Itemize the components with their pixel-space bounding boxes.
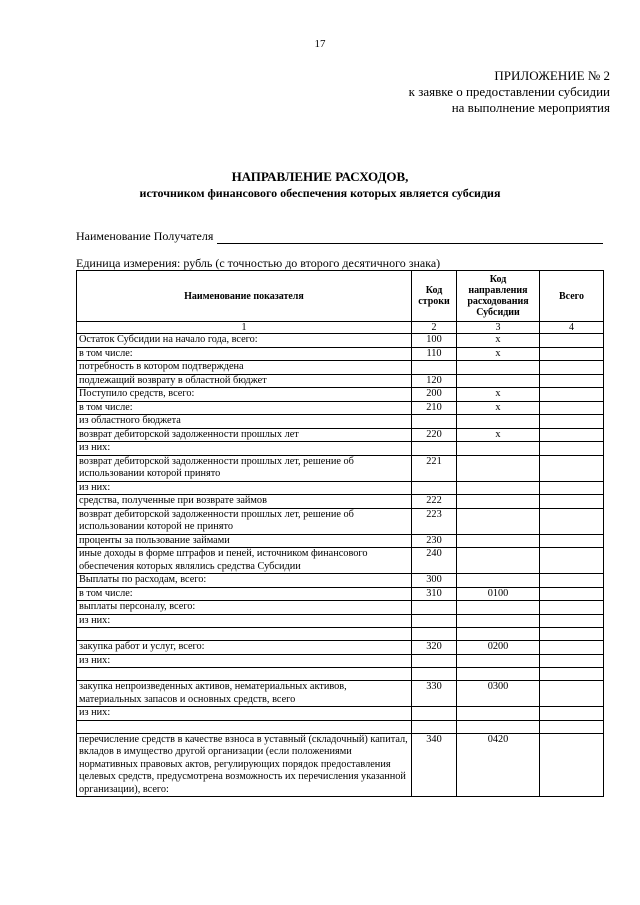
appendix-title: ПРИЛОЖЕНИЕ № 2 xyxy=(494,68,610,83)
row-name-cell: перечисление средств в качестве взноса в уставный (складочный) капитал, вкладов в имущество другой организации (если положениями нормативных правовых актов, регулирующих порядок предоставления целевых средств, предусмотрена возможность их перечисления указанной организации), всего: xyxy=(77,733,412,797)
table-row xyxy=(77,681,604,707)
row-direction-cell xyxy=(457,374,540,388)
row-name-cell: из них: xyxy=(77,707,412,721)
row-direction-cell xyxy=(457,628,540,641)
row-direction-cell: 0300 xyxy=(457,681,540,707)
header-code: Код строки xyxy=(412,271,457,322)
row-direction-cell: 0420 xyxy=(457,733,540,797)
table-row xyxy=(77,442,604,456)
appendix-subtitle-1: к заявке о предоставлении субсидии xyxy=(408,84,610,99)
row-code-cell: 223 xyxy=(412,508,457,534)
row-name-cell: в том числе: xyxy=(77,401,412,415)
row-code-cell xyxy=(412,601,457,615)
row-code-cell xyxy=(412,415,457,429)
recipient-label: Наименование Получателя xyxy=(76,229,214,243)
row-code-cell: 230 xyxy=(412,534,457,548)
document-title xyxy=(0,168,640,201)
table-row xyxy=(77,548,604,574)
row-name-cell: Остаток Субсидии на начало года, всего: xyxy=(77,334,412,348)
row-total-cell[interactable] xyxy=(540,374,604,388)
row-code-cell: 100 xyxy=(412,334,457,348)
table-body xyxy=(77,334,604,797)
row-direction-cell: 0200 xyxy=(457,641,540,655)
row-total-cell[interactable] xyxy=(540,442,604,456)
row-direction-cell xyxy=(457,707,540,721)
row-total-cell[interactable] xyxy=(540,587,604,601)
row-name-cell: проценты за пользование займами xyxy=(77,534,412,548)
row-direction-cell xyxy=(457,495,540,509)
row-name-cell: возврат дебиторской задолженности прошлых лет xyxy=(77,428,412,442)
row-code-cell xyxy=(412,614,457,628)
row-name-cell: из них: xyxy=(77,442,412,456)
row-direction-cell xyxy=(457,455,540,481)
table-row xyxy=(77,508,604,534)
unit-label: Единица измерения: рубль (с точностью до второго десятичного знака) xyxy=(76,256,441,270)
row-total-cell[interactable] xyxy=(540,574,604,588)
row-code-cell: 200 xyxy=(412,388,457,402)
row-code-cell: 220 xyxy=(412,428,457,442)
row-direction-cell: x xyxy=(457,347,540,361)
row-code-cell: 110 xyxy=(412,347,457,361)
row-total-cell[interactable] xyxy=(540,481,604,495)
table-row xyxy=(77,428,604,442)
row-direction-cell xyxy=(457,614,540,628)
row-total-cell[interactable] xyxy=(540,508,604,534)
table-row xyxy=(77,374,604,388)
row-name-cell: из них: xyxy=(77,654,412,668)
header-total: Всего xyxy=(540,271,604,322)
row-total-cell[interactable] xyxy=(540,720,604,733)
row-total-cell[interactable] xyxy=(540,733,604,797)
table-row xyxy=(77,733,604,797)
row-name-cell: возврат дебиторской задолженности прошлых лет, решение об использовании которой не принято xyxy=(77,508,412,534)
row-code-cell: 300 xyxy=(412,574,457,588)
row-code-cell: 210 xyxy=(412,401,457,415)
row-name-cell: закупка непроизведенных активов, нематериальных активов, материальных запасов и основных средств, всего xyxy=(77,681,412,707)
row-name-cell: в том числе: xyxy=(77,347,412,361)
row-code-cell: 240 xyxy=(412,548,457,574)
row-code-cell xyxy=(412,361,457,375)
row-name-cell: выплаты персоналу, всего: xyxy=(77,601,412,615)
row-direction-cell xyxy=(457,481,540,495)
table-row xyxy=(77,668,604,681)
table-row xyxy=(77,361,604,375)
row-total-cell[interactable] xyxy=(540,415,604,429)
row-code-cell xyxy=(412,707,457,721)
table-row xyxy=(77,415,604,429)
row-name-cell: Поступило средств, всего: xyxy=(77,388,412,402)
row-name-cell: потребность в котором подтверждена xyxy=(77,361,412,375)
row-name-cell: подлежащий возврату в областной бюджет xyxy=(77,374,412,388)
recipient-blank-line[interactable] xyxy=(217,231,603,244)
table-row xyxy=(77,574,604,588)
row-direction-cell xyxy=(457,720,540,733)
row-total-cell[interactable] xyxy=(540,628,604,641)
row-direction-cell xyxy=(457,508,540,534)
row-direction-cell xyxy=(457,654,540,668)
table-row xyxy=(77,641,604,655)
row-total-cell[interactable] xyxy=(540,641,604,655)
row-direction-cell: x xyxy=(457,334,540,348)
row-direction-cell xyxy=(457,361,540,375)
row-direction-cell xyxy=(457,601,540,615)
row-name-cell: Выплаты по расходам, всего: xyxy=(77,574,412,588)
recipient-field xyxy=(76,229,603,244)
table-row xyxy=(77,388,604,402)
row-total-cell[interactable] xyxy=(540,548,604,574)
table-row xyxy=(77,455,604,481)
table-row xyxy=(77,587,604,601)
table-row xyxy=(77,628,604,641)
column-number: 2 xyxy=(412,322,457,334)
row-direction-cell: x xyxy=(457,401,540,415)
row-code-cell: 340 xyxy=(412,733,457,797)
column-numbers-row xyxy=(77,322,604,334)
row-name-cell: из областного бюджета xyxy=(77,415,412,429)
row-total-cell[interactable] xyxy=(540,707,604,721)
row-name-cell xyxy=(77,720,412,733)
row-code-cell: 310 xyxy=(412,587,457,601)
appendix-header xyxy=(409,68,610,116)
row-direction-cell: 0100 xyxy=(457,587,540,601)
row-direction-cell xyxy=(457,668,540,681)
row-name-cell: иные доходы в форме штрафов и пеней, источником финансового обеспечения которых являлись средства Субсидии xyxy=(77,548,412,574)
table-row xyxy=(77,534,604,548)
expenses-table xyxy=(76,270,604,797)
row-total-cell[interactable] xyxy=(540,681,604,707)
row-name-cell: из них: xyxy=(77,614,412,628)
row-direction-cell: x xyxy=(457,428,540,442)
row-name-cell: средства, полученные при возврате займов xyxy=(77,495,412,509)
row-total-cell[interactable] xyxy=(540,668,604,681)
row-total-cell[interactable] xyxy=(540,334,604,348)
column-number: 4 xyxy=(540,322,604,334)
row-total-cell[interactable] xyxy=(540,388,604,402)
row-direction-cell xyxy=(457,442,540,456)
row-total-cell[interactable] xyxy=(540,347,604,361)
row-total-cell[interactable] xyxy=(540,428,604,442)
header-name: Наименование показателя xyxy=(77,271,412,322)
table-row xyxy=(77,654,604,668)
row-name-cell: из них: xyxy=(77,481,412,495)
row-total-cell[interactable] xyxy=(540,455,604,481)
table-row xyxy=(77,401,604,415)
row-total-cell[interactable] xyxy=(540,495,604,509)
table-row xyxy=(77,347,604,361)
row-code-cell: 330 xyxy=(412,681,457,707)
table-row xyxy=(77,334,604,348)
row-name-cell: закупка работ и услуг, всего: xyxy=(77,641,412,655)
row-total-cell[interactable] xyxy=(540,401,604,415)
table-row xyxy=(77,707,604,721)
column-number: 3 xyxy=(457,322,540,334)
row-code-cell xyxy=(412,654,457,668)
row-direction-cell xyxy=(457,534,540,548)
row-direction-cell: x xyxy=(457,388,540,402)
page-number: 17 xyxy=(314,38,326,50)
row-total-cell[interactable] xyxy=(540,361,604,375)
appendix-subtitle-2: на выполнение мероприятия xyxy=(451,100,610,115)
row-code-cell xyxy=(412,481,457,495)
row-direction-cell xyxy=(457,548,540,574)
row-name-cell xyxy=(77,668,412,681)
row-code-cell: 120 xyxy=(412,374,457,388)
row-direction-cell xyxy=(457,415,540,429)
row-total-cell[interactable] xyxy=(540,654,604,668)
row-code-cell xyxy=(412,628,457,641)
row-total-cell[interactable] xyxy=(540,614,604,628)
table-row xyxy=(77,495,604,509)
row-name-cell: возврат дебиторской задолженности прошлых лет, решение об использовании которой принято xyxy=(77,455,412,481)
row-total-cell[interactable] xyxy=(540,601,604,615)
row-name-cell xyxy=(77,628,412,641)
row-code-cell: 320 xyxy=(412,641,457,655)
row-direction-cell xyxy=(457,574,540,588)
row-code-cell xyxy=(412,720,457,733)
row-code-cell xyxy=(412,442,457,456)
row-code-cell xyxy=(412,668,457,681)
table-row xyxy=(77,481,604,495)
row-code-cell: 221 xyxy=(412,455,457,481)
table-row xyxy=(77,601,604,615)
column-number: 1 xyxy=(77,322,412,334)
header-direction: Код направления расходования Субсидии xyxy=(457,271,540,322)
row-total-cell[interactable] xyxy=(540,534,604,548)
row-code-cell: 222 xyxy=(412,495,457,509)
table-row xyxy=(77,614,604,628)
document-title-line2: источником финансового обеспечения которых является субсидия xyxy=(139,186,501,200)
document-title-line1: НАПРАВЛЕНИЕ РАСХОДОВ, xyxy=(231,169,409,184)
table-row xyxy=(77,720,604,733)
row-name-cell: в том числе: xyxy=(77,587,412,601)
